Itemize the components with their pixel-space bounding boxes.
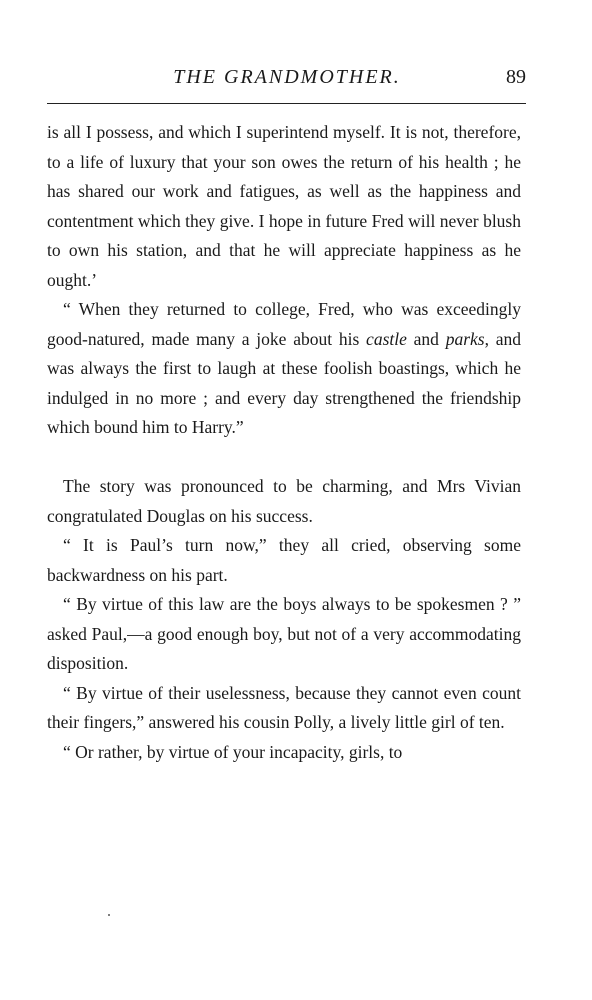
text-run: “ By virtue of their uselessness, because they cannot even count their fingers,” answered his cousin Polly, a lively little girl of ten. (47, 682, 521, 732)
paragraph (47, 531, 521, 590)
paragraph (47, 738, 521, 768)
running-head (48, 62, 526, 92)
text-run: “ By virtue of this law are the boys always to be spokesmen ? ” asked Paul,—a good enough boy, but not of a very accommodating disposition. (47, 594, 521, 673)
running-title: THE GRANDMOTHER. (173, 66, 401, 88)
paragraph (47, 679, 521, 738)
section-gap (47, 443, 521, 473)
text-run: , and was always the first to laugh at these foolish boastings, which he indulged in no more ; and every day strengthened the friendship which bound him to Harry.” (47, 328, 521, 437)
paragraph (47, 472, 521, 531)
paragraph (47, 590, 521, 679)
italic-text: parks (445, 328, 485, 349)
text-run: The story was pronounced to be charming, and Mrs Vivian congratulated Douglas on his success. (47, 476, 521, 526)
body-text (47, 118, 521, 767)
text-run: “ It is Paul’s turn now,” they all cried, observing some backwardness on his part. (47, 535, 521, 585)
paragraph (47, 118, 521, 295)
text-run: is all I possess, and which I superintend myself. It is not, therefore, to a life of luxury that your son owes the return of his health ; he has shared our work and fatigues, as well as the happiness and contentment which they give. I hope in future Fred will never blush to own his station, and that he will appreciate happiness as he ought.’ (47, 122, 521, 290)
text-run: “ Or rather, by virtue of your incapacity, girls, to (63, 741, 403, 762)
page-number: 89 (506, 66, 526, 88)
paragraph (47, 295, 521, 443)
header-rule (47, 103, 526, 104)
italic-text: castle (366, 328, 407, 349)
print-speck (108, 914, 110, 916)
text-run: and (406, 328, 446, 349)
text-run: “ When they returned to college, Fred, who was exceedingly good-natured, made many a joke about his (47, 299, 521, 349)
